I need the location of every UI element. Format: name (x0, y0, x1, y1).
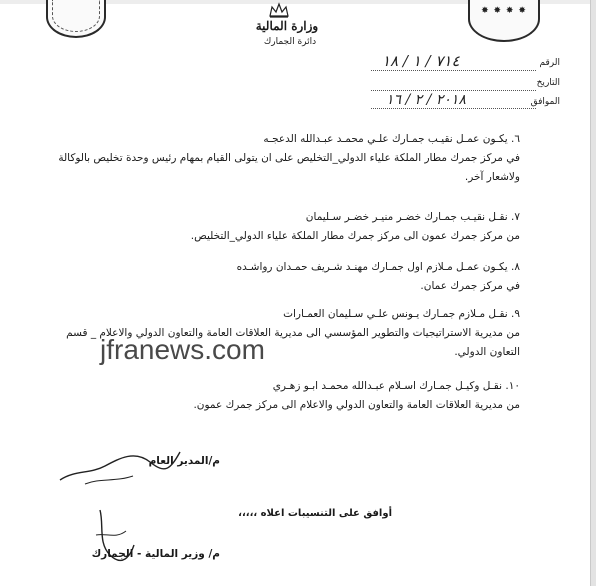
list-item-heading: ٩. نقـل مـلازم جمـارك يـونس علـي سـليمان العمـارات (283, 308, 520, 320)
list-item-body: من مديرية العلاقات العامة والتعاون الدولي والاعلام الى مركز جمرك عمون. (193, 399, 520, 411)
date-label: التاريخ (536, 78, 560, 88)
list-item-heading: ١٠. نقـل وكيـل جمـارك اسـلام عبـدالله محمـد ابـو زهـري (272, 380, 520, 392)
list-item (40, 258, 520, 296)
hijri-date-line (371, 108, 536, 109)
list-item-heading: ٧. نقـل نقيـب جمـارك خضـر منيـر خضـر سـليمان (305, 211, 520, 223)
reference-number-label: الرقم (539, 58, 560, 68)
department-name: دائرة الجمارك (263, 37, 317, 47)
list-item-body: في مركز جمرك عمان. (420, 280, 520, 292)
customs-seal-left (46, 0, 106, 38)
reference-number-value: ٧١٤ / ١ / ١٨ (382, 52, 460, 70)
watermark-text: jfranews.com (100, 334, 265, 365)
hijri-date-label: الموافق (530, 97, 560, 107)
list-item-body: من مديرية الاستراتيجيات والتطوير المؤسسي الى مديرية العلاقات العامة والتعاون الدولي والاعلام _ قسم التعاون الدولي. (66, 327, 520, 358)
page-right-border (590, 0, 596, 586)
director-title: م/المدير العام (148, 455, 220, 467)
list-item (40, 208, 520, 246)
minister-title: م/ وزير المالية - الجمارك (91, 548, 220, 560)
list-item (40, 377, 520, 415)
list-item-body: في مركز جمرك مطار الملكة علياء الدولي_التخليص على ان يتولى القيام بمهام رئيس وحدة تخليص بالوكالة ولاشعار آخر. (58, 152, 520, 183)
customs-seal-right (468, 0, 540, 42)
date-line (371, 90, 536, 91)
list-item (40, 130, 520, 187)
ministry-name: وزارة المالية (255, 19, 319, 33)
crown-emblem-icon (268, 2, 290, 18)
date-value: ٢٠١٨ / ٢ / ١٦ (386, 92, 466, 108)
list-item-heading: ٦. يكـون عمـل نقيـب جمـارك علـي محمـد عبـدالله الدعجـه (263, 133, 520, 145)
approval-statement: أوافق على التنسيبات اعلاه ،،،،، (238, 508, 392, 519)
reference-number-line (371, 70, 536, 71)
list-item-heading: ٨. يكـون عمـل مـلازم اول جمـارك مهنـد شـريف حمـدان رواشـده (236, 261, 520, 273)
list-item-body: من مركز جمرك عمون الى مركز جمرك مطار الملكة علياء الدولي_التخليص. (190, 230, 520, 242)
director-signature-icon (55, 440, 185, 488)
